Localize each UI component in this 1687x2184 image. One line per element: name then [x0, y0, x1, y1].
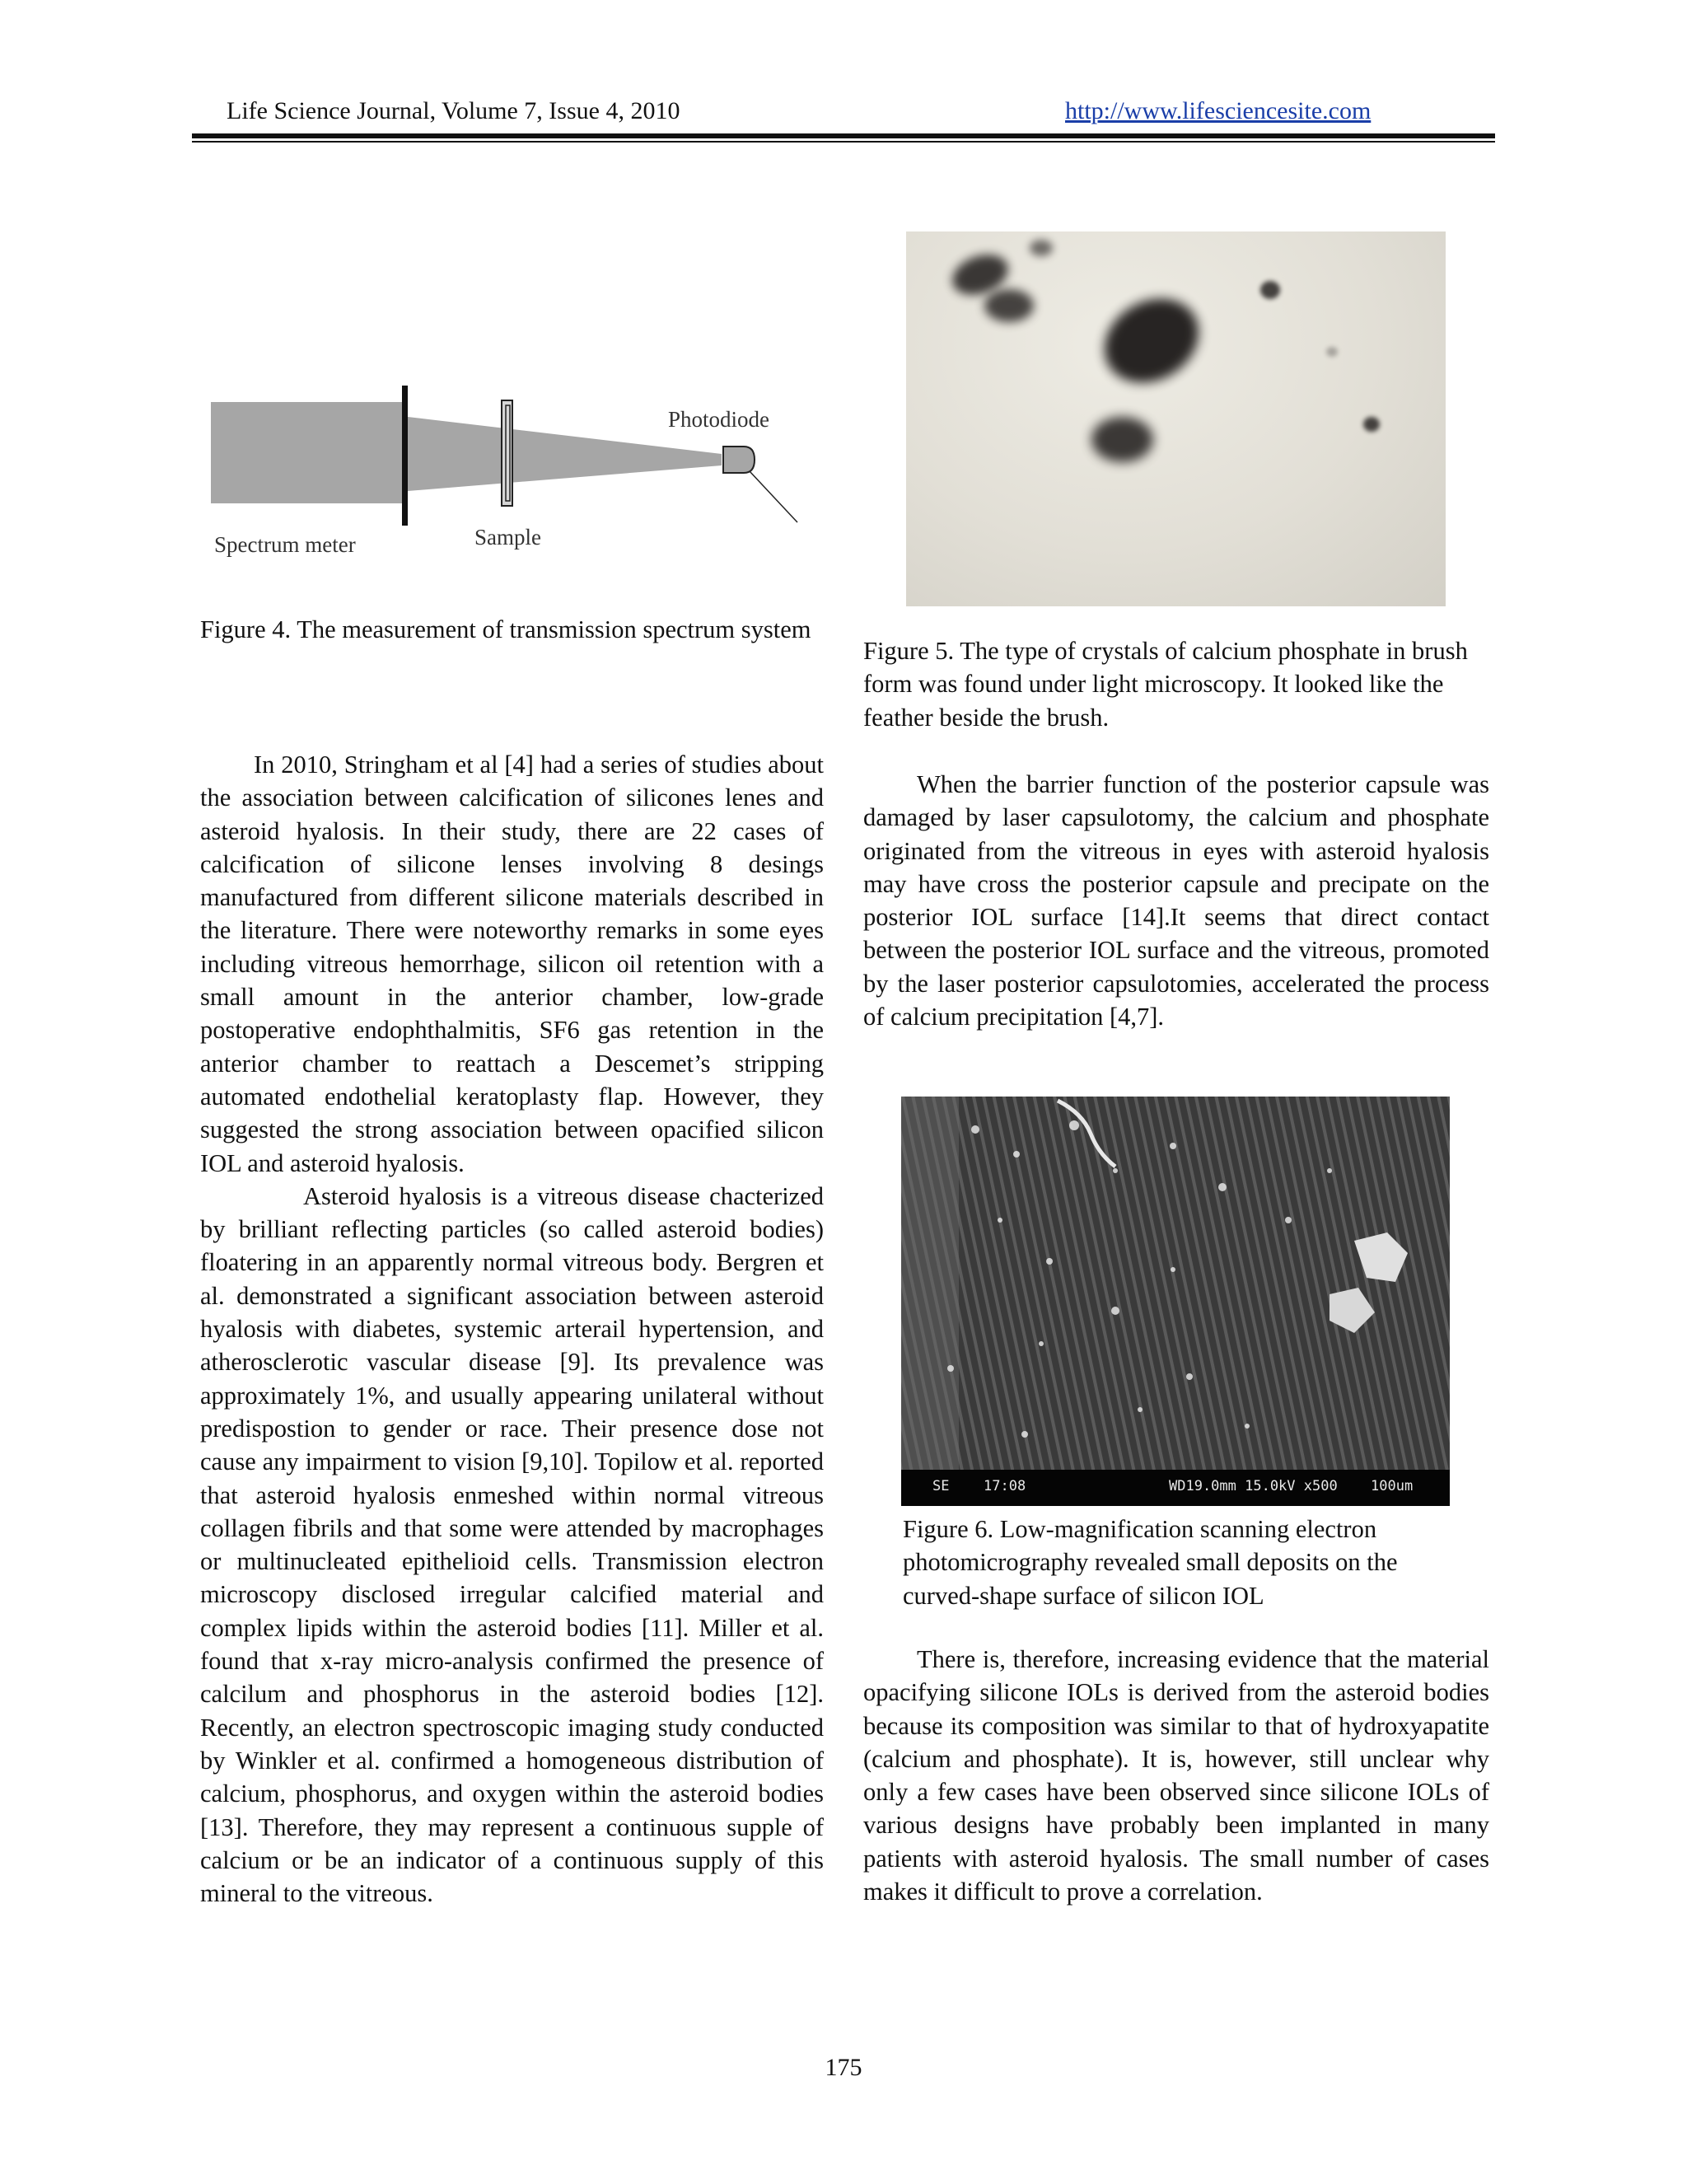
- label-spectrum-meter: Spectrum meter: [214, 532, 356, 557]
- page-number: 175: [825, 2054, 862, 2081]
- figure-5-caption: Figure 5. The type of crystals of calcium phosphate in brush form was found under light microscopy. It looked like the feather beside the brush.: [863, 637, 1468, 732]
- sem-time: 17:08: [984, 1478, 1026, 1494]
- spectrum-meter-block: [211, 402, 404, 503]
- paragraph-increasing-evidence: There is, therefore, increasing evidence that the material opacifying silicone IOLs is derived from the asteroid bodies because its composition was similar to that of hydroxyapatite (calcium and phosphate). It is, however, still unclear why only a few cases have been observed since silicone IOLs of various designs have probably been implanted in many patients with asteroid hyalosis. The small number of cases makes it difficult to prove a correlation.: [863, 1645, 1489, 1906]
- paragraph-barrier-function: When the barrier function of the posterior capsule was damaged by laser capsulotomy, the calcium and phosphate originated from the vitreous in eyes with asteroid hyalosis may have cross the posterior capsule and precipate on the posterior IOL surface [14].It seems that direct contact between the posterior IOL surface and the vitreous, promoted by the laser posterior capsulotomies, accelerated the process of calcium precipitation [4,7].: [863, 770, 1489, 1031]
- figure-6-caption: Figure 6. Low-magnification scanning electron photomicrography revealed small deposits on the curved-shape surface of silicon IOL: [903, 1515, 1398, 1610]
- photodiode-shape: [723, 447, 755, 473]
- label-sample: Sample: [474, 525, 541, 550]
- paragraph-asteroid-hyalosis: Asteroid hyalosis is a vitreous disease chacterized by brilliant reflecting particles (so called asteroid bodies) floatering in an apparently normal vitreous body. Bergren et al. demonstrated a significant association between asteroid hyalosis with diabetes, systemic arterail hypertension, and atherosclerotic vascular disease [9]. Its prevalence was approximately 1%, and usually appearing unilateral without predispostion to gender or race. Their presence dose not cause any impairment to vision [9,10]. Topilow et al. reported that asteroid hyalosis enmeshed within normal vitreous collagen fibrils and that some were attended by macrophages or multinucleated epithelioid cells. Transmission electron microscopy disclosed irregular calcified material and complex lipids within the asteroid bodies [11]. Miller et al. found that x-ray micro-analysis confirmed the presence of calcilum and phosphorus in the asteroid bodies [12]. Recently, an electron spectroscopic imaging study conducted by Winkler et al. confirmed a homogeneous distribution of calcium, phosphorus, and oxygen within the asteroid bodies [13]. Therefore, they may represent a continuous supple of calcium or be an indicator of a continuous supply of this mineral to the vitreous.: [200, 1181, 824, 1908]
- journal-url-link[interactable]: http://www.lifesciencesite.com: [1065, 97, 1372, 124]
- journal-title: Life Science Journal, Volume 7, Issue 4, 2010: [227, 97, 680, 124]
- sem-params: WD19.0mm 15.0kV x500: [1169, 1478, 1338, 1494]
- header-rule-thick: [192, 133, 1495, 138]
- paragraph-stringham: In 2010, Stringham et al [4] had a series of studies about the association between calcification of silicones lenes and asteroid hyalosis. In their study, there are 22 cases of calcification of silicone lenses involving 8 desings manufactured from different silicone materials described in the literature. There were noteworthy remarks in some eyes including vitreous hemorrhage, silicon oil retention with a small amount in the anterior chamber, low-grade postoperative endophthalmitis, SF6 gas retention in the anterior chamber to reattach a Descemet’s stripping automated endothelial keratoplasty flap. However, they suggested the strong association between opacified silicon IOL and asteroid hyalosis.: [200, 751, 824, 1177]
- label-photodiode: Photodiode: [668, 407, 770, 432]
- sample-outer: [502, 400, 512, 506]
- sem-scale: 100um: [1371, 1478, 1414, 1494]
- photodiode-wire: [750, 471, 797, 522]
- right-column-text-2: [863, 1643, 1489, 1908]
- header-rule-thin: [192, 141, 1495, 143]
- right-column-text-1: [863, 768, 1489, 1033]
- sem-mode: SE: [932, 1478, 950, 1494]
- running-header: [227, 97, 1495, 130]
- figure-5-micrograph: [906, 231, 1446, 606]
- figure-4-diagram: [211, 369, 804, 567]
- aperture-bar: [402, 386, 408, 526]
- figure-6-sem-micrograph: [901, 1097, 1450, 1506]
- sem-texture: [901, 1097, 1450, 1470]
- figure-4-caption: Figure 4. The measurement of transmission spectrum system: [200, 615, 811, 643]
- sem-databar: [901, 1470, 1450, 1506]
- left-column-text: [200, 748, 824, 1910]
